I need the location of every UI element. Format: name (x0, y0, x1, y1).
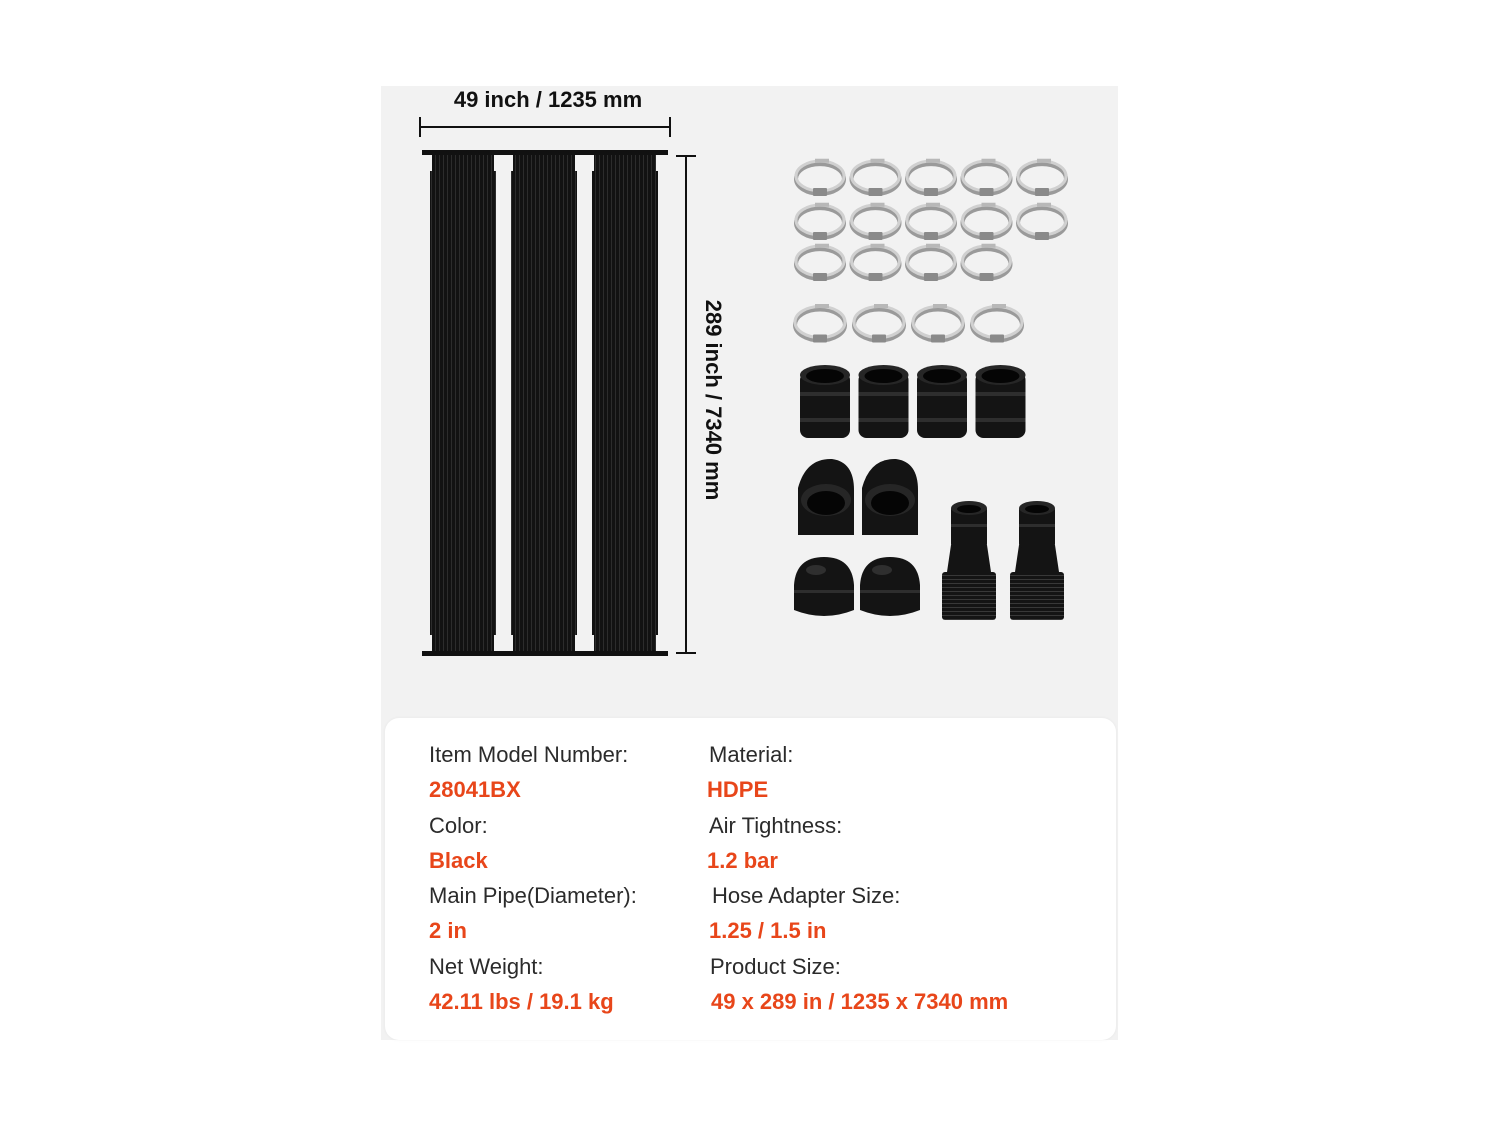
hose-clamp-small (1018, 159, 1066, 196)
air-tightness-label: Air Tightness: (709, 813, 843, 838)
pipe-coupler (976, 365, 1026, 438)
length-dimension (676, 156, 696, 653)
hose-clamp-small (796, 244, 844, 281)
hose-clamp-small (963, 203, 1011, 240)
product-size-value: 49 x 289 in / 1235 x 7340 mm (711, 989, 1009, 1014)
hose-clamp-small (963, 159, 1011, 196)
hose-clamp-small (796, 159, 844, 196)
hose-clamp-small (796, 203, 844, 240)
hose-adapter (942, 501, 996, 620)
product-size-label: Product Size: (710, 954, 841, 979)
pipe-coupler (800, 365, 850, 438)
hose-clamp-small (907, 203, 955, 240)
material-label: Material: (709, 742, 794, 767)
model-label: Item Model Number: (429, 742, 629, 767)
air-tightness-value: 1.2 bar (707, 848, 778, 873)
width-dimension (420, 117, 670, 137)
hose-clamp-small (852, 159, 900, 196)
model-value: 28041BX (429, 777, 521, 802)
hose-clamp-large (913, 304, 963, 343)
hose-clamp-large (854, 304, 904, 343)
pipe-coupler (917, 365, 967, 438)
color-value: Black (429, 848, 488, 873)
hose-clamp-large (972, 304, 1022, 343)
pipe-label: Main Pipe(Diameter): (429, 883, 637, 908)
panel-section-1 (430, 171, 496, 635)
specifications-panel (385, 718, 1116, 1040)
hose-clamp-small (852, 244, 900, 281)
panel-section-2 (511, 171, 577, 635)
end-cap (794, 557, 854, 616)
hose-clamp-small (852, 203, 900, 240)
hose-adapter (1010, 501, 1064, 620)
pipe-elbow (862, 459, 918, 535)
pipe-elbow (798, 459, 854, 535)
solar-panel (422, 150, 668, 656)
hose-clamp-small (1018, 203, 1066, 240)
hose-adapter-value: 1.25 / 1.5 in (709, 918, 827, 943)
weight-label: Net Weight: (429, 954, 544, 979)
pipe-coupler (859, 365, 909, 438)
color-label: Color: (429, 813, 488, 838)
material-value: HDPE (707, 777, 769, 802)
weight-value: 42.11 lbs / 19.1 kg (429, 989, 614, 1014)
hose-clamp-large (795, 304, 845, 343)
width-label: 49 inch / 1235 mm (453, 87, 643, 112)
end-cap (860, 557, 920, 616)
pipe-value: 2 in (429, 918, 467, 943)
hose-clamp-small (963, 244, 1011, 281)
hose-adapter-label: Hose Adapter Size: (712, 883, 901, 908)
panel-section-3 (592, 171, 658, 635)
hose-clamp-small (907, 159, 955, 196)
length-label: 289 inch / 7340 mm (701, 299, 726, 501)
hose-clamp-small (907, 244, 955, 281)
accessory-parts (794, 159, 1066, 620)
